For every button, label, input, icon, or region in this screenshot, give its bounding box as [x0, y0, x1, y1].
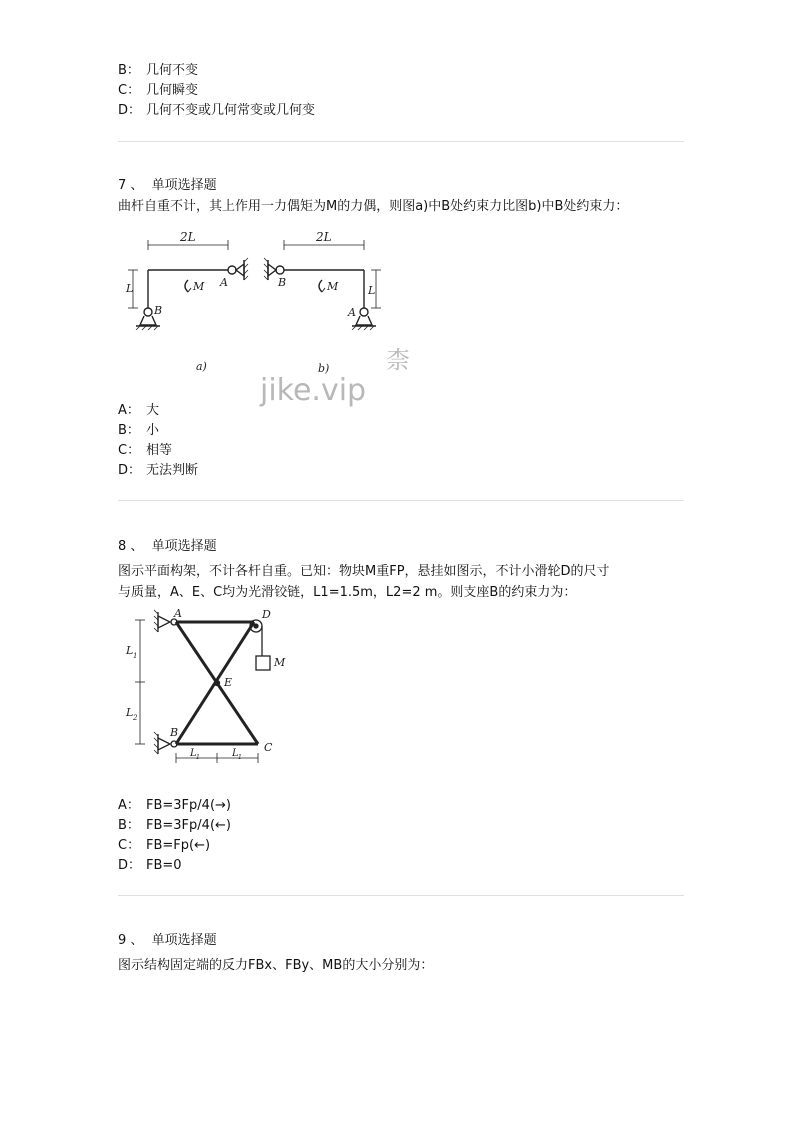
option-key: A：	[118, 403, 140, 418]
option-text: FB=Fp(←)	[146, 838, 211, 853]
dim-L1-left: L	[126, 644, 134, 657]
q7-option-d[interactable]	[118, 461, 198, 481]
q8-option-b[interactable]	[118, 816, 231, 836]
question-number: 7 、	[118, 178, 144, 193]
dim-L1-bottom-right: L	[232, 748, 239, 759]
question-type: 单项选择题	[151, 178, 217, 193]
q7-stem: 曲杆自重不计，其上作用一力偶矩为M的力偶，则图a)中B处约束力比图b)中B处约束力：	[118, 199, 629, 214]
q9-stem: 图示结构固定端的反力FBx、FBy、MB的大小分别为：	[118, 958, 434, 973]
option-key: B：	[118, 423, 140, 438]
divider	[118, 500, 684, 501]
q9-header	[118, 931, 217, 951]
option-text: 几何不变或几何常变或几何变	[146, 103, 316, 118]
option-text: 相等	[146, 443, 173, 458]
option-key: C：	[118, 443, 141, 458]
dim-L1-bottom-left-sub: 1	[196, 754, 200, 761]
point-C: C	[264, 741, 273, 754]
dim-L1-bottom-right-sub: 1	[238, 754, 242, 761]
option-text: 几何不变	[146, 63, 199, 78]
q7-option-a[interactable]	[118, 401, 159, 421]
fig-a-dim-2L: 2L	[180, 230, 196, 244]
question-number: 8 、	[118, 539, 144, 554]
watermark-glyph: 柰	[386, 346, 410, 374]
fig-b-label: b)	[318, 362, 330, 375]
q8-option-a[interactable]	[118, 796, 231, 816]
option-text: FB=3Fp/4(←)	[146, 818, 231, 833]
option-text: 大	[146, 403, 160, 418]
q6-option-c[interactable]	[118, 81, 198, 101]
q7-figure	[118, 226, 418, 386]
option-key: B：	[118, 818, 140, 833]
question-type: 单项选择题	[151, 933, 217, 948]
q8-option-c[interactable]	[118, 836, 210, 856]
q6-option-b[interactable]	[118, 61, 198, 81]
q7-header	[118, 176, 217, 196]
fig-b-moment: M	[327, 280, 339, 293]
fig-a-dim-L: L	[126, 282, 134, 295]
fig-b-dim-L: L	[368, 284, 376, 297]
option-key: D：	[118, 103, 142, 118]
question-type: 单项选择题	[151, 539, 217, 554]
q8-figure	[118, 606, 288, 776]
dim-L2-left-sub: 2	[133, 714, 138, 722]
option-key: C：	[118, 838, 141, 853]
fig-b-dim-2L: 2L	[316, 230, 332, 244]
dim-L2-left: L	[126, 706, 134, 719]
divider	[118, 141, 684, 142]
q8-stem-line2: 与质量，A、E、C均为光滑铰链，L1=1.5m，L2=2 m。则支座B的约束力为：	[118, 585, 577, 600]
divider	[118, 895, 684, 896]
q7-option-b[interactable]	[118, 421, 159, 441]
option-text: FB=3Fp/4(→)	[146, 798, 231, 813]
fig-b-point-B: B	[278, 276, 287, 289]
fig-a-point-A: A	[220, 276, 228, 289]
block-M: M	[274, 656, 286, 669]
option-text: FB=0	[146, 858, 182, 873]
option-key: B：	[118, 63, 140, 78]
option-key: D：	[118, 463, 142, 478]
dim-L1-bottom-left: L	[190, 748, 197, 759]
q6-option-d[interactable]	[118, 101, 315, 121]
q8-option-d[interactable]	[118, 856, 182, 876]
option-key: A：	[118, 798, 140, 813]
point-B: B	[170, 726, 179, 739]
point-D: D	[262, 608, 271, 621]
option-key: D：	[118, 858, 142, 873]
option-text: 无法判断	[146, 463, 199, 478]
option-key: C：	[118, 83, 141, 98]
q8-stem-line1: 图示平面构架，不计各杆自重。已知：物块M重FP，悬挂如图示，不计小滑轮D的尺寸	[118, 564, 610, 579]
question-number: 9 、	[118, 933, 144, 948]
point-A: A	[174, 607, 182, 620]
fig-b-point-A: A	[348, 306, 356, 319]
fig-a-moment: M	[193, 280, 205, 293]
watermark-text: jike.vip	[260, 373, 367, 408]
fig-a-point-B: B	[154, 304, 163, 317]
point-E: E	[224, 676, 233, 689]
dim-L1-left-sub: 1	[133, 652, 138, 660]
q7-option-c[interactable]	[118, 441, 172, 461]
option-text: 几何瞬变	[146, 83, 199, 98]
fig-a-label: a)	[196, 360, 207, 373]
q8-header	[118, 537, 217, 557]
option-text: 小	[146, 423, 160, 438]
